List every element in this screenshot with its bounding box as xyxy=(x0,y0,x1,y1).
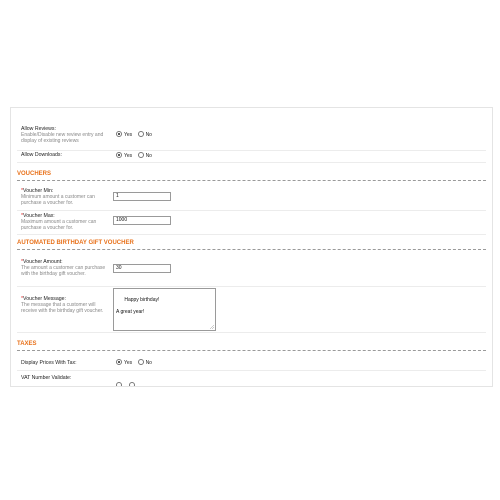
voucher-min-row xyxy=(17,186,486,211)
allow-downloads-label: Allow Downloads: xyxy=(21,152,62,158)
voucher-message-help: The message that a customer will receive with the birthday gift voucher. xyxy=(21,302,104,314)
section-vouchers-title: VOUCHERS xyxy=(17,171,52,177)
voucher-message-label: *Voucher Message: The message that a customer will receive with the birthday gift voucher. xyxy=(21,296,106,314)
voucher-amount-row xyxy=(17,256,486,287)
voucher-amount-label: *Voucher Amount: The amount a customer can purchase with the birthday gift voucher. xyxy=(21,259,106,277)
allow-reviews-label: Allow Reviews: Enable/Disable new review entry and display of existing reviews xyxy=(21,126,106,144)
vat-validate-options xyxy=(116,382,141,387)
vat-validate-row xyxy=(17,370,486,387)
section-taxes-title: TAXES xyxy=(17,341,37,347)
display-prices-tax-no[interactable]: No xyxy=(138,360,152,366)
radio-icon[interactable] xyxy=(138,359,144,365)
allow-reviews-options xyxy=(116,131,156,139)
allow-reviews-row xyxy=(17,108,486,151)
allow-downloads-yes[interactable]: Yes xyxy=(116,153,132,159)
section-vouchers xyxy=(17,170,486,181)
radio-icon[interactable] xyxy=(138,131,144,137)
vat-validate-no[interactable] xyxy=(129,383,137,387)
radio-icon[interactable] xyxy=(129,382,135,387)
section-taxes xyxy=(17,340,486,351)
voucher-max-label: *Voucher Max: Maximum amount a customer can purchase a voucher for. xyxy=(21,213,106,231)
voucher-max-input[interactable]: 1000 xyxy=(113,216,171,225)
allow-reviews-no[interactable]: No xyxy=(138,132,152,138)
vat-validate-label: VAT Number Validate: xyxy=(21,375,72,381)
section-birthday-voucher-title: AUTOMATED BIRTHDAY GIFT VOUCHER xyxy=(17,240,134,246)
display-prices-tax-options xyxy=(116,359,156,367)
allow-reviews-yes[interactable]: Yes xyxy=(116,132,132,138)
allow-downloads-row xyxy=(17,150,486,163)
vat-validate-yes[interactable] xyxy=(116,383,124,387)
voucher-max-help: Maximum amount a customer can purchase a voucher for. xyxy=(21,219,97,231)
resize-grip-icon[interactable] xyxy=(210,325,214,329)
voucher-amount-input[interactable]: 30 xyxy=(113,264,171,273)
display-prices-tax-yes[interactable]: Yes xyxy=(116,360,132,366)
display-prices-tax-row xyxy=(17,356,486,371)
radio-icon[interactable] xyxy=(138,152,144,158)
section-birthday-voucher xyxy=(17,239,486,250)
voucher-max-row xyxy=(17,210,486,235)
voucher-message-textarea[interactable]: Happy birthday! A great year! xyxy=(113,288,216,331)
voucher-amount-help: The amount a customer can purchase with the birthday gift voucher. xyxy=(21,265,106,277)
voucher-min-label: *Voucher Min: Minimum amount a customer can purchase a voucher for. xyxy=(21,188,106,206)
radio-icon[interactable] xyxy=(116,382,122,387)
radio-selected-icon[interactable] xyxy=(116,131,122,137)
display-prices-tax-label: Display Prices With Tax: xyxy=(21,360,77,366)
radio-selected-icon[interactable] xyxy=(116,359,122,365)
voucher-message-row xyxy=(17,286,486,333)
settings-panel xyxy=(10,107,493,387)
voucher-min-help: Minimum amount a customer can purchase a voucher for. xyxy=(21,194,95,206)
radio-selected-icon[interactable] xyxy=(116,152,122,158)
allow-reviews-help: Enable/Disable new review entry and display of existing reviews xyxy=(21,132,104,144)
voucher-min-input[interactable]: 1 xyxy=(113,192,171,201)
allow-downloads-options xyxy=(116,152,156,160)
allow-downloads-no[interactable]: No xyxy=(138,153,152,159)
